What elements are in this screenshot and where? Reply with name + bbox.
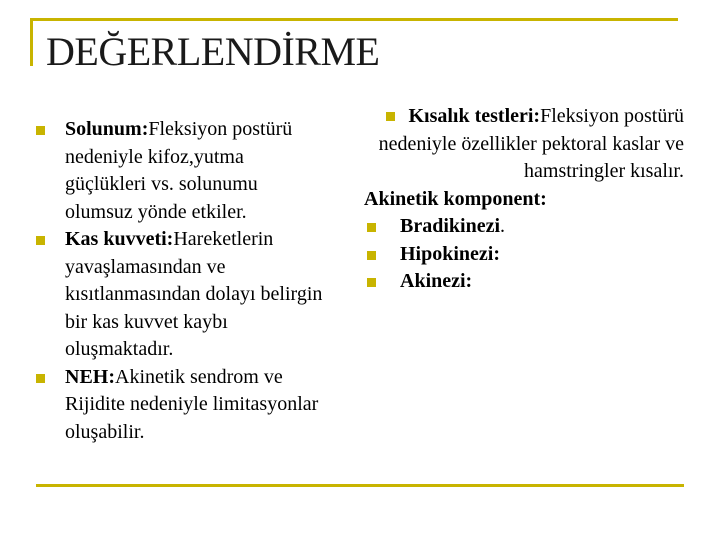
slide-title: DEĞERLENDİRME: [46, 29, 380, 74]
left-column: [36, 116, 326, 446]
square-bullet-icon: [36, 236, 45, 245]
item-text: Fleksiyon postürü nedeniyle kifoz,yutma güçlükleri vs. solunumu olumsuz yönde etkiler.: [65, 118, 293, 223]
bullet-item-akinezi: [364, 268, 684, 296]
bullet-item-kas-kuvveti: [36, 226, 326, 364]
item-term: Bradikinezi: [400, 215, 501, 237]
top-rule: [30, 18, 678, 21]
item-text: Hareketlerin yavaşlamasından ve kısıtlanmasından dolayı belirgin bir kas kuvvet kaybı oluşmaktadır.: [65, 228, 323, 360]
bullet-item-neh: [36, 364, 326, 447]
bullet-item-kisalik: [364, 103, 684, 186]
square-bullet-icon: [36, 126, 45, 135]
bullet-item-bradikinezi: [364, 213, 684, 241]
bullet-item-hipokinezi: [364, 241, 684, 269]
square-bullet-icon: [386, 112, 395, 121]
right-column: [364, 103, 684, 296]
square-bullet-icon: [367, 278, 376, 287]
item-term: NEH:: [65, 365, 115, 388]
item-term: Hipokinezi:: [400, 242, 501, 265]
left-rule: [30, 18, 33, 66]
item-term: Kas kuvveti:: [65, 228, 174, 250]
item-text: Akinetik sendrom ve Rijidite nedeniyle limitasyonlar oluşabilir.: [65, 365, 319, 443]
square-bullet-icon: [367, 223, 376, 232]
square-bullet-icon: [367, 251, 376, 260]
akinetik-heading: Akinetik komponent:: [364, 187, 547, 210]
item-text: Fleksiyon postürü nedeniyle özellikler pektoral kaslar ve hamstringler kısalır.: [378, 105, 684, 182]
item-term: Akinezi:: [400, 270, 473, 292]
item-text: .: [500, 215, 506, 237]
item-term: Kısalık testleri:: [408, 105, 541, 127]
square-bullet-icon: [36, 374, 45, 383]
item-term: Solunum:: [65, 118, 149, 140]
bottom-rule: [36, 484, 684, 487]
bullet-item-solunum: [36, 116, 326, 226]
